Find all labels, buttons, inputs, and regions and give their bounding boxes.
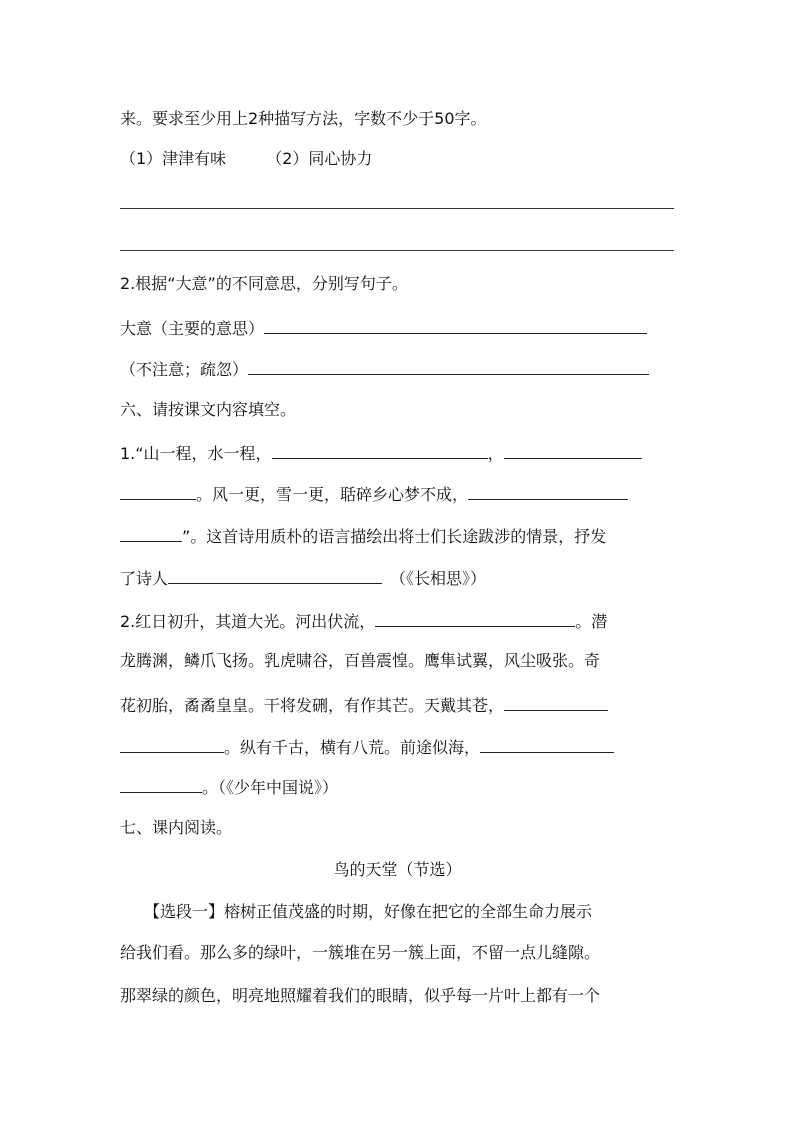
s6-q2-blank-2[interactable]	[504, 693, 608, 711]
s6-q1-blank-2[interactable]	[504, 441, 642, 459]
idiom-option-2: （2）同心协力	[266, 149, 373, 168]
section-6-heading: 六、请按课文内容填空。	[120, 400, 297, 419]
s6-q1-line2	[120, 482, 675, 505]
s6-q2-line2: 龙腾渊，鳞爪飞扬。乳虎啸谷，百兽震惶。鹰隼试翼，风尘吸张。奇	[120, 651, 601, 670]
s6-q1-line3	[120, 524, 675, 547]
s6-q1-blank-6[interactable]	[168, 566, 382, 584]
s6-q1-blank-1[interactable]	[272, 441, 488, 459]
answer-line-2[interactable]	[120, 250, 674, 251]
s6-q2-blank-1[interactable]	[375, 609, 575, 627]
s6-q1-text-e: 了诗人	[120, 569, 169, 588]
s6-q2-blank-3[interactable]	[120, 735, 224, 753]
s6-q2-blank-4[interactable]	[480, 735, 614, 753]
meaning-row-2	[120, 357, 675, 380]
passage-line-2: 给我们看。那么多的绿叶，一簇堆在另一簇上面，不留一点儿缝隙。	[120, 943, 601, 962]
s6-q1-blank-5[interactable]	[120, 524, 182, 542]
q1-instruction-tail: 来。要求至少用上2种描写方法，字数不少于50字。	[120, 109, 487, 128]
idiom-option-1: （1）津津有味	[120, 149, 227, 168]
passage-title: 鸟的天堂（节选）	[333, 860, 462, 879]
section-7-heading: 七、课内阅读。	[120, 818, 233, 837]
s6-q1-line1	[120, 441, 675, 464]
s6-q2-line1	[120, 609, 675, 632]
s6-q1-comma: ，	[487, 444, 504, 463]
meaning-label-1: 大意（主要的意思）	[120, 319, 265, 338]
s6-q2-line5	[120, 775, 675, 798]
s6-q1-text-c: 。风一更，雪一更，聒碎乡心梦不成，	[196, 485, 469, 504]
meaning-blank-1[interactable]	[264, 316, 647, 334]
s6-q1-source: （《长相思》）	[390, 569, 487, 588]
s6-q1-text-d: ”。这首诗用质朴的语言描绘出将士们长途跋涉的情景，抒发	[182, 527, 607, 546]
passage-line-1: 【选段一】榕树正值茂盛的时期，好像在把它的全部生命力展示	[144, 902, 593, 921]
question-2: 2.根据“大意”的不同意思，分别写句子。	[120, 274, 408, 293]
meaning-row-1	[120, 316, 675, 339]
meaning-label-2: （不注意；疏忽）	[120, 360, 249, 379]
s6-q2-line3	[120, 693, 675, 716]
s6-q1-blank-4[interactable]	[468, 482, 628, 500]
answer-line-1[interactable]	[120, 208, 674, 209]
s6-q2-text-a: 2.红日初升，其道大光。河出伏流，	[120, 612, 376, 631]
s6-q1-blank-3[interactable]	[120, 482, 196, 500]
s6-q2-text-d: 。纵有千古，横有八荒。前途似海，	[224, 738, 481, 757]
s6-q2-text-e: 。（《少年中国说》）	[202, 778, 339, 797]
passage-line-3: 那翠绿的颜色，明亮地照耀着我们的眼睛，似乎每一片叶上都有一个	[120, 986, 601, 1005]
s6-q2-text-a-end: 。潜	[575, 612, 608, 631]
s6-q2-blank-5[interactable]	[120, 775, 202, 793]
idiom-options	[120, 149, 675, 169]
s6-q1-line4	[120, 566, 675, 589]
s6-q2-line4	[120, 735, 675, 758]
meaning-blank-2[interactable]	[248, 357, 649, 375]
s6-q1-text-a: 1.“山一程，水一程，	[120, 444, 272, 463]
s6-q2-text-c: 花初胎，矞矞皇皇。干将发硎，有作其芒。天戴其苍，	[120, 696, 505, 715]
